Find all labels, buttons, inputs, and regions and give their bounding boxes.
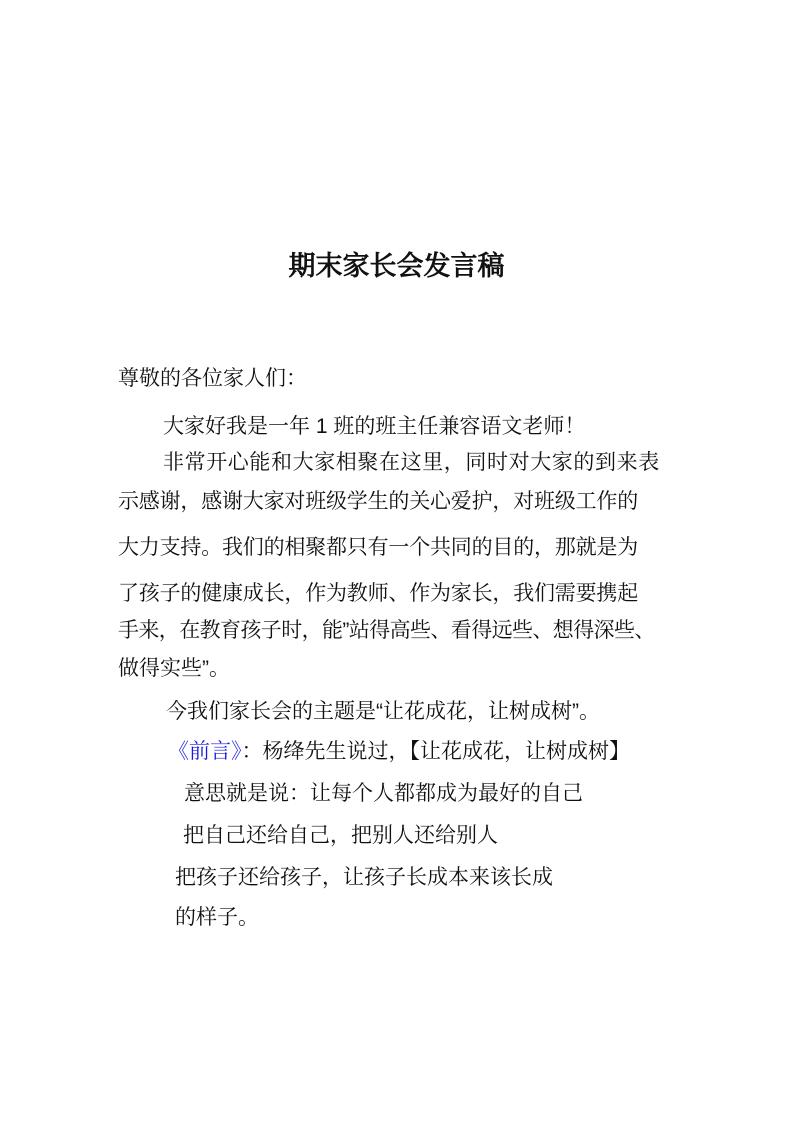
paragraph-line: 大家好我是一年 1 班的班主任兼容语文老师！ [163, 415, 586, 438]
paragraph-line: 手来，在教育孩子时，能”站得高些、看得远些、想得深些、 [118, 619, 655, 642]
paragraph-line: 了孩子的健康成长，作为教师、作为家长，我们需要携起 [118, 582, 638, 605]
quote-line: 意思就是说：让每个人都都成为最好的自己 [184, 782, 583, 805]
greeting: 尊敬的各位家人们： [118, 367, 307, 390]
quote-line: 的样子。 [175, 906, 259, 929]
preface-text: ：杨绛先生说过，【让花成花，让树成树】 [241, 740, 630, 763]
quote-line: 把孩子还给孩子，让孩子长成本来该长成 [175, 866, 553, 889]
paragraph-line: 大力支持。我们的相聚都只有一个共同的目的，那就是为 [118, 536, 638, 559]
preface-line [168, 738, 630, 766]
quote-line: 把自己还给自己，把别人还给别人 [183, 824, 498, 847]
paragraph-line: 做得实些”。 [118, 657, 230, 680]
paragraph-line: 非常开心能和大家相聚在这里，同时对大家的到来表 [163, 451, 660, 474]
theme-line: 今我们家长会的主题是“让花成花，让树成树”。 [166, 700, 600, 723]
document-title: 期末家长会发言稿 [288, 251, 505, 281]
paragraph-line: 示感谢，感谢大家对班级学生的关心爱护，对班级工作的 [118, 490, 638, 513]
preface-link[interactable]: 《前言》 [168, 740, 242, 763]
